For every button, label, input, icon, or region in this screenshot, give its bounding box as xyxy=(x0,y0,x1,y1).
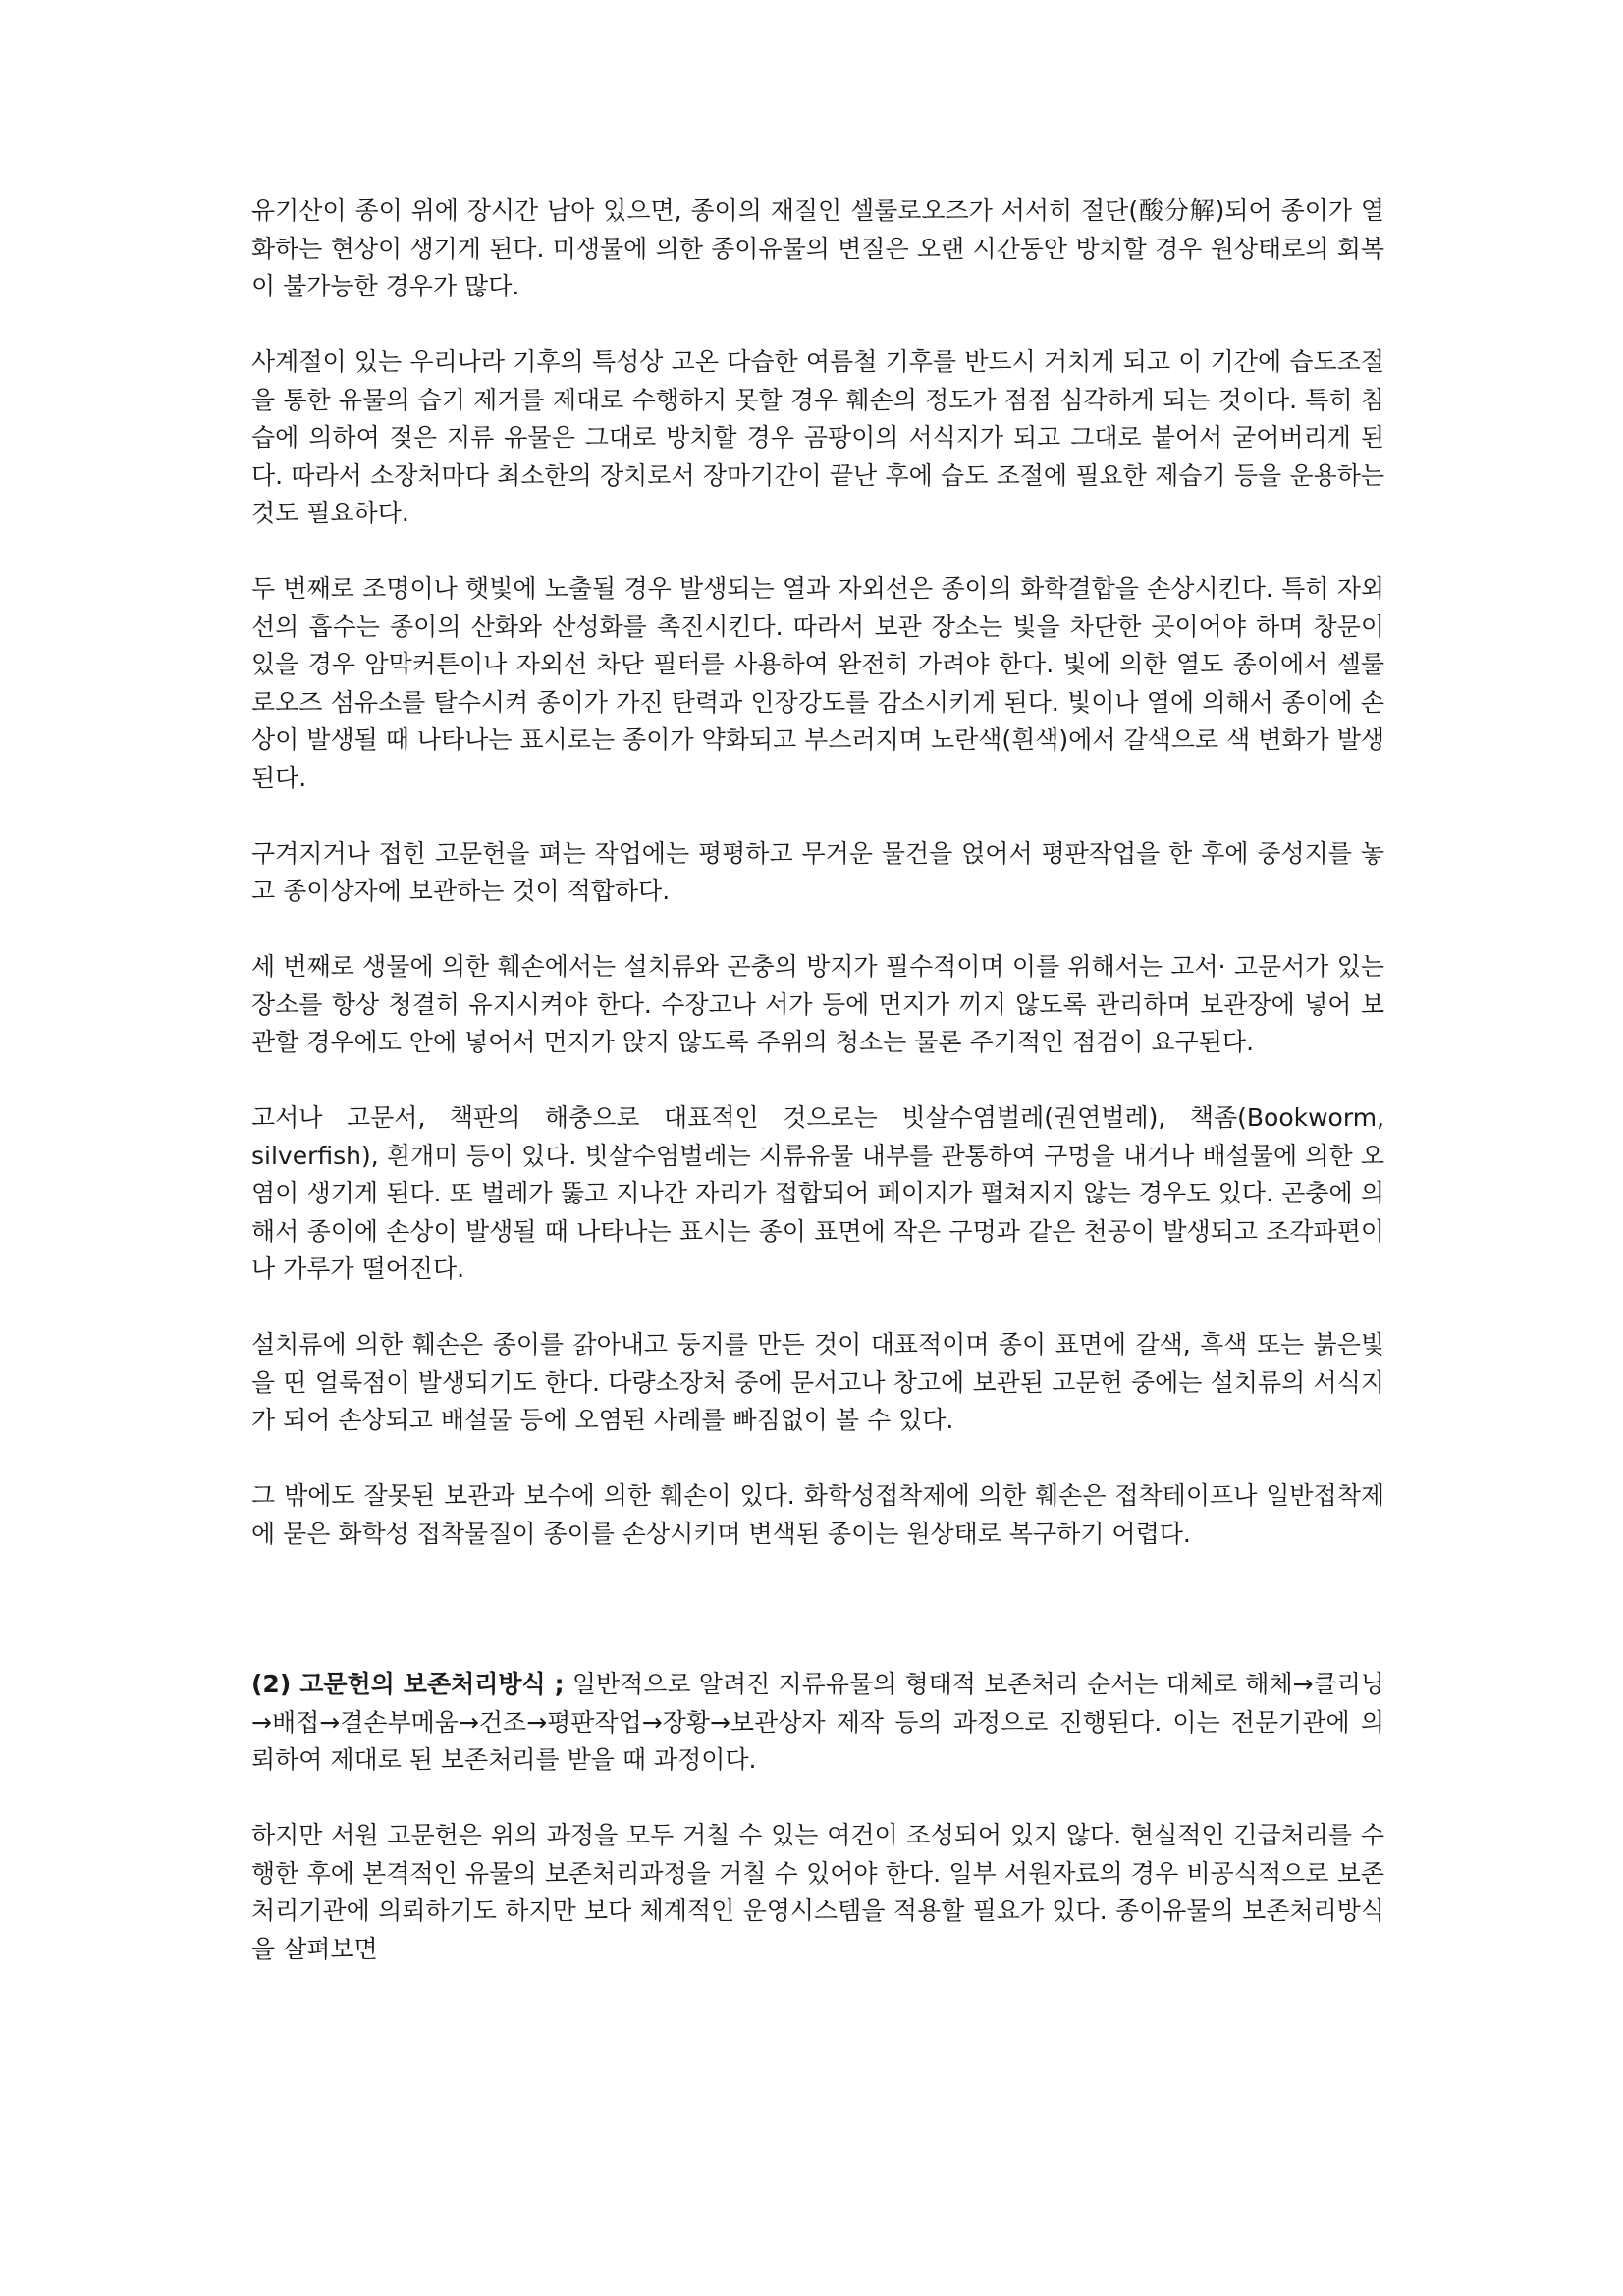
section-body: 일반적으로 알려진 지류유물의 형태적 보존처리 순서는 대체로 해체→클리닝→배접→결손부메움→건조→평판작업→장황→보관상자 제작 등의 과정으로 진행된다. 이는 전문기관에 의뢰하여 제대로 된 보존처리를 받을 때 과정이다. xyxy=(251,1670,1384,1774)
paragraph-flattening: 구겨지거나 접힌 고문헌을 펴는 작업에는 평평하고 무거운 물건을 얹어서 평판작업을 한 후에 중성지를 놓고 종이상자에 보관하는 것이 적합하다. xyxy=(251,838,1384,905)
document-body xyxy=(251,192,1384,2006)
paragraph-humidity: 사계절이 있는 우리나라 기후의 특성상 고온 다습한 여름철 기후를 반드시 거치게 되고 이 기간에 습도조절을 통한 유물의 습기 제거를 제대로 수행하지 못할 경우 훼손의 정도가 점점 심각하게 되는 것이다. 특히 침습에 의하여 젖은 지류 유물은 그대로 방치할 경우 곰팡이의 서식지가 되고 그대로 붙어서 굳어버리게 된다. 따라서 소장처마다 최소한의 장치로서 장마기간이 끝난 후에 습도 조절에 필요한 제습기 등을 운용하는 것도 필요하다. xyxy=(251,347,1384,527)
paragraph-closing: 하지만 서원 고문헌은 위의 과정을 모두 거칠 수 있는 여건이 조성되어 있지 않다. 현실적인 긴급처리를 수행한 후에 본격적인 유물의 보존처리과정을 거칠 수 있어야 한다. 일부 서원자료의 경우 비공식적으로 보존처리기관에 의뢰하기도 하지만 보다 체계적인 운영시스템을 적용할 필요가 있다. 종이유물의 보존처리방식을 살펴보면 xyxy=(251,1821,1384,1963)
paragraph-improper-repair: 그 밖에도 잘못된 보관과 보수에 의한 훼손이 있다. 화학성접착제에 의한 훼손은 접착테이프나 일반접착제에 묻은 화학성 접착물질이 종이를 손상시키며 변색된 종이는 원상태로 복구하기 어렵다. xyxy=(251,1481,1384,1548)
paragraph-light-damage: 두 번째로 조명이나 햇빛에 노출될 경우 발생되는 열과 자외선은 종이의 화학결합을 손상시킨다. 특히 자외선의 흡수는 종이의 산화와 산성화를 촉진시킨다. 따라서 보관 장소는 빛을 차단한 곳이어야 하며 창문이 있을 경우 암막커튼이나 자외선 차단 필터를 사용하여 완전히 가려야 한다. 빛에 의한 열도 종이에서 셀룰로오즈 섬유소를 탈수시켜 종이가 가진 탄력과 인장강도를 감소시키게 된다. 빛이나 열에 의해서 종이에 손상이 발생될 때 나타나는 표시로는 종이가 약화되고 부스러지며 노란색(흰색)에서 갈색으로 색 변화가 발생된다. xyxy=(251,574,1384,792)
paragraph-organic-acid: 유기산이 종이 위에 장시간 남아 있으면, 종이의 재질인 셀룰로오즈가 서서히 절단(酸分解)되어 종이가 열화하는 현상이 생기게 된다. 미생물에 의한 종이유물의 변질은 오랜 시간동안 방치할 경우 원상태로의 회복이 불가능한 경우가 많다. xyxy=(251,196,1384,300)
section-conservation-methods xyxy=(251,1666,1384,1780)
section-heading: (2) 고문헌의 보존처리방식 ; xyxy=(251,1670,565,1698)
paragraph-biological-damage: 세 번째로 생물에 의한 훼손에서는 설치류와 곤충의 방지가 필수적이며 이를 위해서는 고서· 고문서가 있는 장소를 항상 청결히 유지시켜야 한다. 수장고나 서가 등에 먼지가 끼지 않도록 관리하며 보관장에 넣어 보관할 경우에도 안에 넣어서 먼지가 앉지 않도록 주위의 청소는 물론 주기적인 점검이 요구된다. xyxy=(251,952,1384,1056)
paragraph-rodents: 설치류에 의한 훼손은 종이를 갉아내고 둥지를 만든 것이 대표적이며 종이 표면에 갈색, 흑색 또는 붉은빛을 띤 얼룩점이 발생되기도 한다. 다량소장처 중에 문서고나 창고에 보관된 고문헌 중에는 설치류의 서식지가 되어 손상되고 배설물 등에 오염된 사례를 빠짐없이 볼 수 있다. xyxy=(251,1330,1384,1434)
paragraph-insects: 고서나 고문서, 책판의 해충으로 대표적인 것으로는 빗살수염벌레(권연벌레), 책좀(Bookworm, silverfish), 흰개미 등이 있다. 빗살수염벌레는 지류유물 내부를 관통하여 구멍을 내거나 배설물에 의한 오염이 생기게 된다. 또 벌레가 뚫고 지나간 자리가 접합되어 페이지가 펼쳐지지 않는 경우도 있다. 곤충에 의해서 종이에 손상이 발생될 때 나타나는 표시는 종이 표면에 작은 구멍과 같은 천공이 발생되고 조각파편이나 가루가 떨어진다. xyxy=(251,1103,1384,1283)
